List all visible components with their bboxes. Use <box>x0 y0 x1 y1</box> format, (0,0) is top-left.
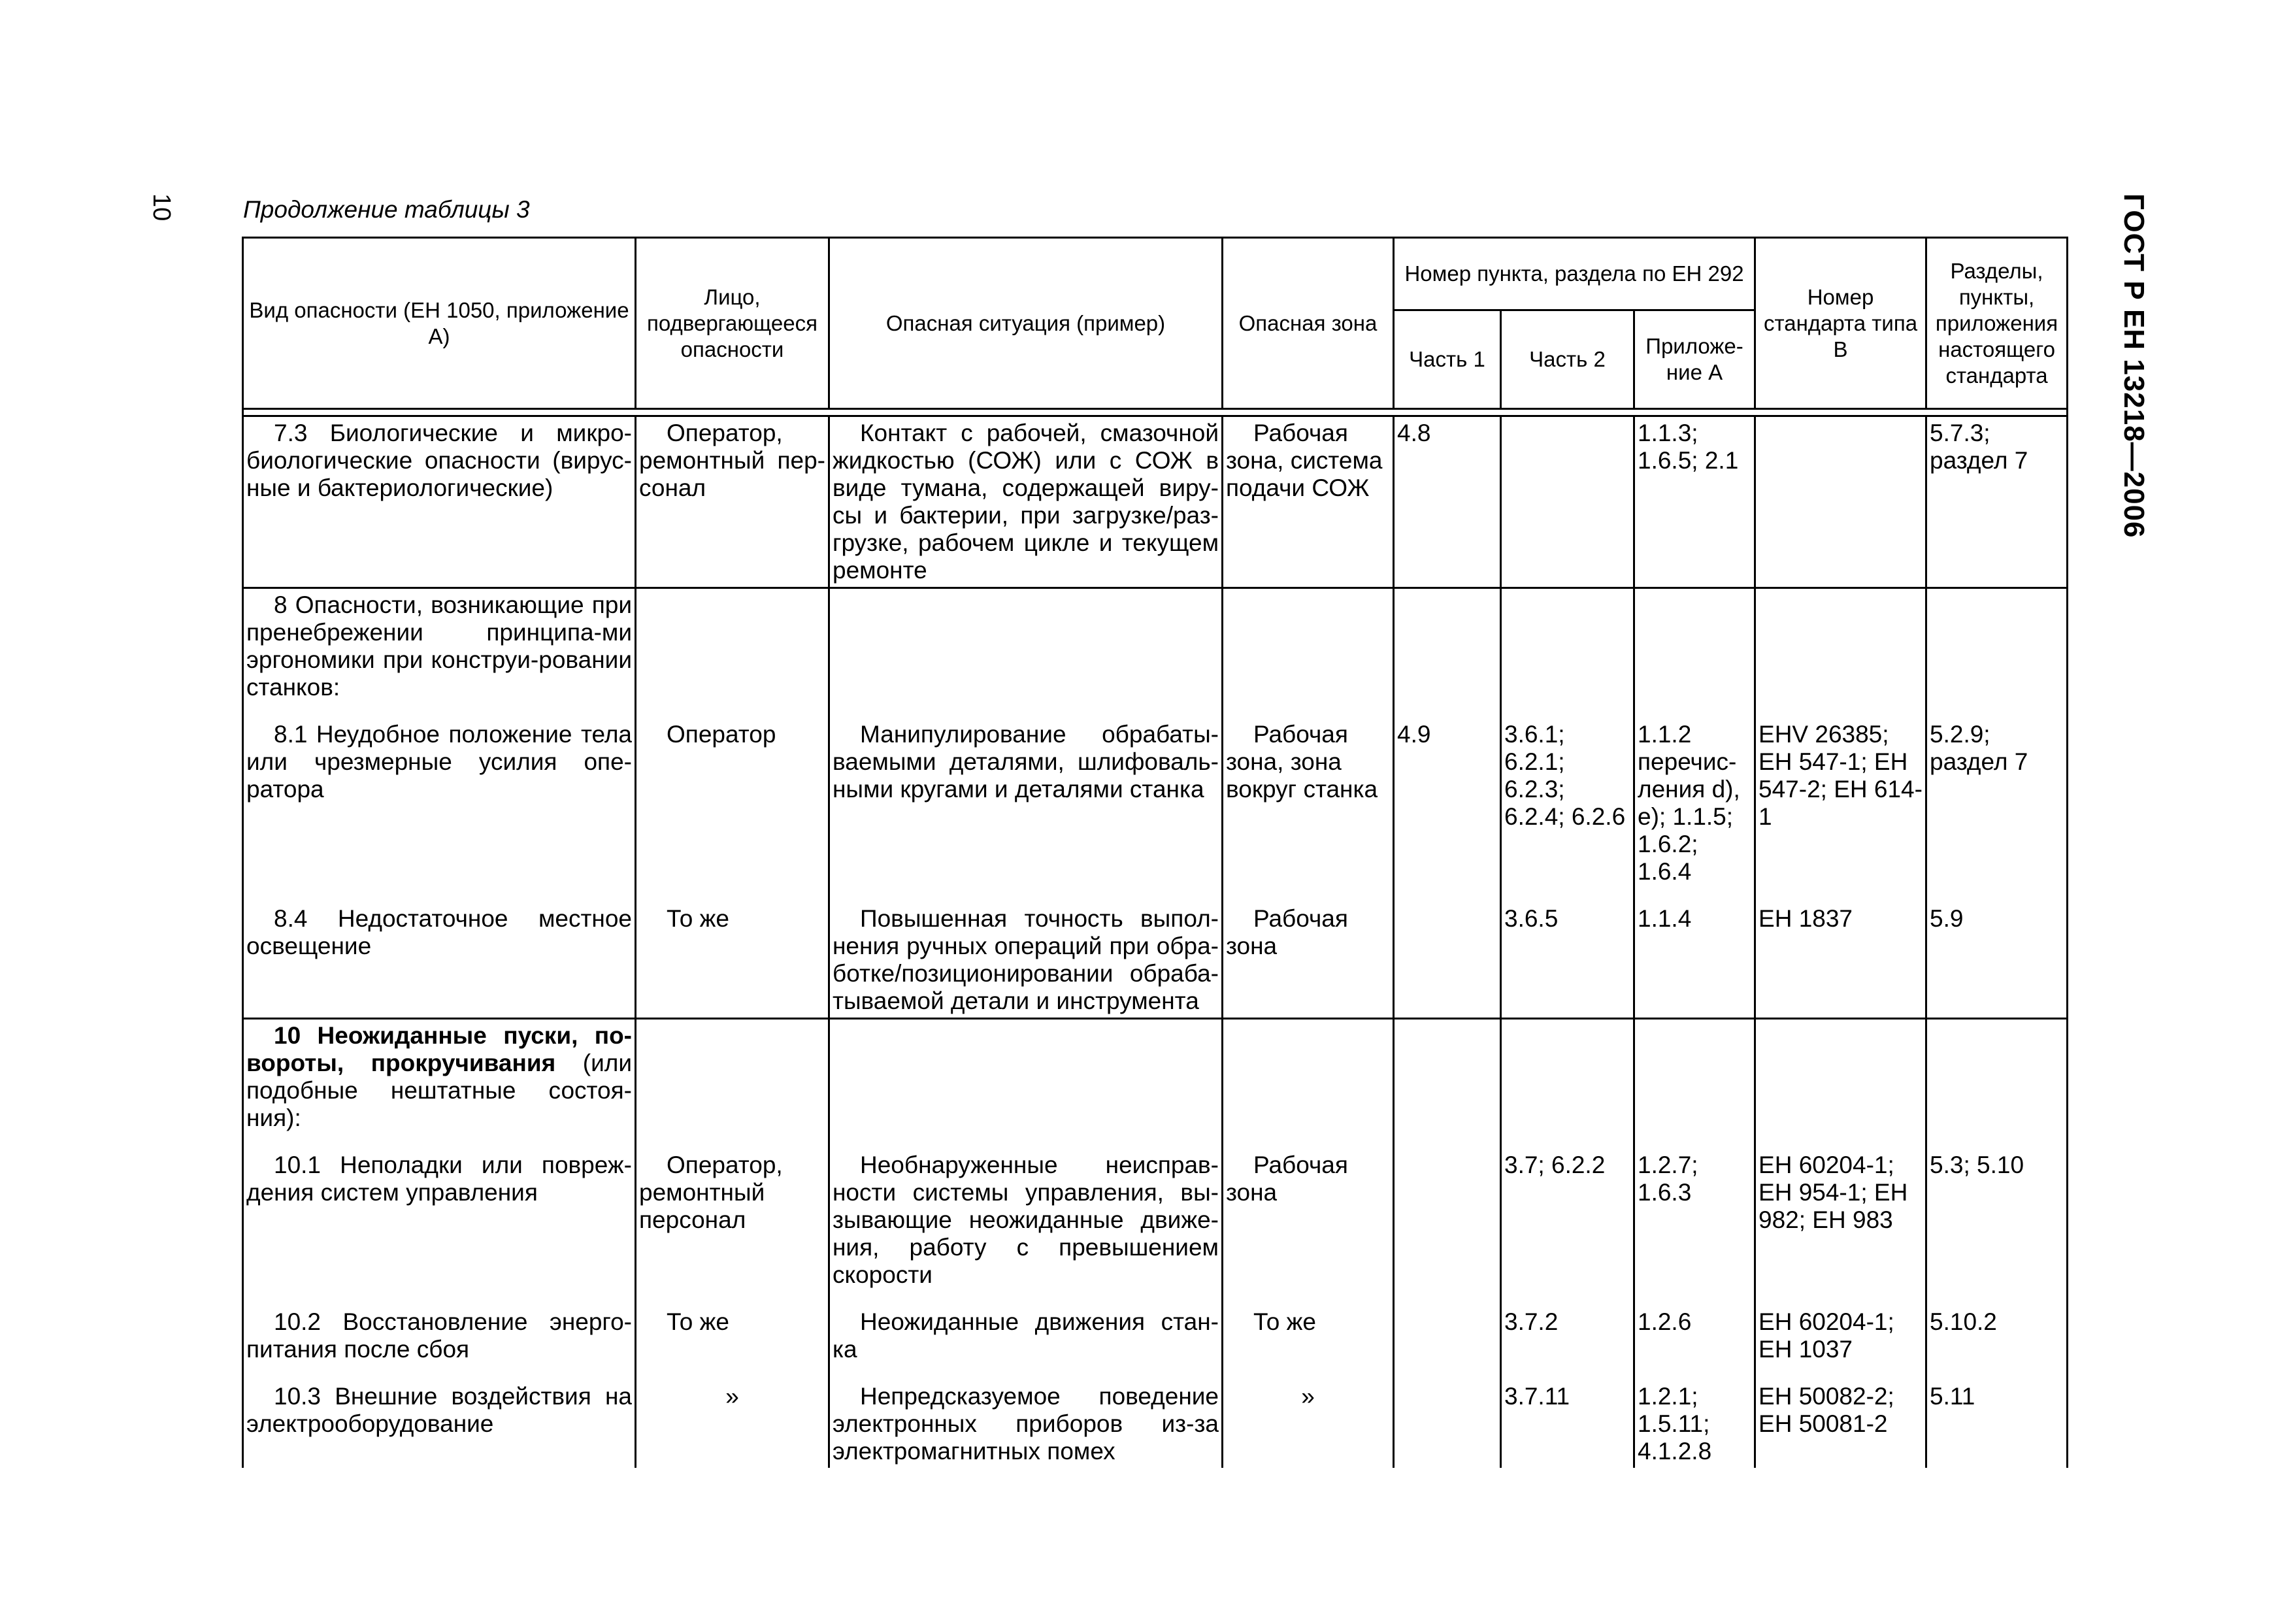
sections-cell: 5.9 <box>1926 903 2068 1019</box>
group-title-row <box>243 1019 2068 1150</box>
part1-cell: 4.9 <box>1394 718 1501 903</box>
part2-cell: 3.7.2 <box>1501 1306 1634 1380</box>
group-8-title: 8 Опасности, возникающие при пренебрежении принципа-ми эргономики при конструи-ровании станков: <box>243 588 636 719</box>
part2-cell: 3.6.1; 6.2.1; 6.2.3; 6.2.4; 6.2.6 <box>1501 718 1634 903</box>
zone-cell: То же <box>1223 1306 1394 1380</box>
part1-cell <box>1394 1306 1501 1380</box>
group-10-title <box>243 1019 636 1150</box>
part2-cell: 3.7; 6.2.2 <box>1501 1149 1634 1306</box>
hazard-cell: 10.3 Внешние воздействия на электрооборудование <box>243 1380 636 1468</box>
table-row <box>243 416 2068 588</box>
situation-cell: Контакт с рабочей, смазочной жидкостью (СОЖ) или с СОЖ в виде тумана, содержащей виру-сы и бактерии, при загрузке/раз-грузке, рабочем цикле и текущем ремонте <box>829 416 1223 588</box>
situation-cell: Повышенная точность выпол-нения ручных операций при обра-ботке/позиционировании обраба-тываемой детали и инструмента <box>829 903 1223 1019</box>
annex-cell: 1.1.4 <box>1634 903 1755 1019</box>
hazard-cell: 8.4 Недостаточное местное освещение <box>243 903 636 1019</box>
group-10-title-bold: 10 Неожиданные пуски, по-вороты, прокручивания <box>246 1022 632 1076</box>
part1-cell <box>1394 1380 1501 1468</box>
hazard-cell: 8.1 Неудобное положение тела или чрезмерные усилия опе-ратора <box>243 718 636 903</box>
type-b-cell: ЕН 60204-1; ЕН 954-1; ЕН 982; ЕН 983 <box>1755 1149 1926 1306</box>
type-b-cell: ЕН 50082-2; ЕН 50081-2 <box>1755 1380 1926 1468</box>
person-cell: Оператор, ремонтный пер-сонал <box>636 416 829 588</box>
sections-cell: 5.2.9; раздел 7 <box>1926 718 2068 903</box>
person-cell: » <box>636 1380 829 1468</box>
group-10-title-rest: (или подобные нештатные состоя-ния): <box>246 1050 632 1131</box>
part1-cell <box>1394 903 1501 1019</box>
sections-cell: 5.11 <box>1926 1380 2068 1468</box>
header-en292-group: Номер пункта, раздела по ЕН 292 <box>1394 238 1755 310</box>
header-zone: Опасная зона <box>1223 238 1394 409</box>
situation-cell: Неожиданные движения стан-ка <box>829 1306 1223 1380</box>
part2-cell <box>1501 416 1634 588</box>
part1-cell: 4.8 <box>1394 416 1501 588</box>
part2-cell: 3.6.5 <box>1501 903 1634 1019</box>
table-row <box>243 1380 2068 1468</box>
zone-cell: Рабочая зона <box>1223 903 1394 1019</box>
header-type-b: Номер стандарта типа В <box>1755 238 1926 409</box>
situation-cell: Манипулирование обрабаты-ваемыми деталями, шлифоваль-ными кругами и деталями станка <box>829 718 1223 903</box>
header-annex-a: Приложе-ние А <box>1634 310 1755 409</box>
type-b-cell <box>1755 416 1926 588</box>
annex-cell: 1.2.7; 1.6.3 <box>1634 1149 1755 1306</box>
header-person: Лицо, подвергающееся опасности <box>636 238 829 409</box>
hazard-cell: 10.2 Восстановление энерго-питания после сбоя <box>243 1306 636 1380</box>
table-caption: Продолжение таблицы 3 <box>243 196 530 223</box>
type-b-cell: EHV 26385; ЕН 547-1; ЕН 547-2; ЕН 614-1 <box>1755 718 1926 903</box>
header-hazard-type: Вид опасности (ЕН 1050, приложение А) <box>243 238 636 409</box>
type-b-cell: ЕН 1837 <box>1755 903 1926 1019</box>
header-separator <box>243 409 2068 416</box>
standard-code: ГОСТ Р ЕН 13218—2006 <box>2118 193 2150 539</box>
header-sections: Разделы, пункты, приложения настоящего стандарта <box>1926 238 2068 409</box>
zone-cell: Рабочая зона <box>1223 1149 1394 1306</box>
sections-cell: 5.3; 5.10 <box>1926 1149 2068 1306</box>
group-8 <box>243 588 2068 1019</box>
annex-cell: 1.2.1; 1.5.11; 4.1.2.8 <box>1634 1380 1755 1468</box>
hazard-cell: 10.1 Неполадки или повреж-дения систем управления <box>243 1149 636 1306</box>
header-situation: Опасная ситуация (пример) <box>829 238 1223 409</box>
sections-cell: 5.10.2 <box>1926 1306 2068 1380</box>
type-b-cell: ЕН 60204-1; ЕН 1037 <box>1755 1306 1926 1380</box>
situation-cell: Непредсказуемое поведение электронных приборов из-за электромагнитных помех <box>829 1380 1223 1468</box>
sections-cell: 5.7.3; раздел 7 <box>1926 416 2068 588</box>
situation-cell: Необнаруженные неисправ-ности системы управления, вы-зывающие неожиданные движе-ния, работу с превышением скорости <box>829 1149 1223 1306</box>
zone-cell: Рабочая зона, зона вокруг станка <box>1223 718 1394 903</box>
table-row <box>243 1149 2068 1306</box>
table-row <box>243 1306 2068 1380</box>
part1-cell <box>1394 1149 1501 1306</box>
page-number: 10 <box>148 193 175 222</box>
person-cell: То же <box>636 1306 829 1380</box>
zone-cell: » <box>1223 1380 1394 1468</box>
part2-cell: 3.7.11 <box>1501 1380 1634 1468</box>
header-part2: Часть 2 <box>1501 310 1634 409</box>
table-row <box>243 718 2068 903</box>
annex-cell: 1.1.3; 1.6.5; 2.1 <box>1634 416 1755 588</box>
group-10 <box>243 1019 2068 1468</box>
group-7 <box>243 416 2068 588</box>
annex-cell: 1.1.2 перечис-ления d), е); 1.1.5; 1.6.2; 1.6.4 <box>1634 718 1755 903</box>
person-cell: Оператор, ремонтный персонал <box>636 1149 829 1306</box>
hazards-table <box>242 237 2068 1468</box>
zone-cell: Рабочая зона, система подачи СОЖ <box>1223 416 1394 588</box>
hazard-cell: 7.3 Биологические и микро-биологические опасности (вирус-ные и бактериологические) <box>243 416 636 588</box>
table-row <box>243 903 2068 1019</box>
table-header <box>243 238 2068 416</box>
group-title-row <box>243 588 2068 719</box>
person-cell: Оператор <box>636 718 829 903</box>
annex-cell: 1.2.6 <box>1634 1306 1755 1380</box>
person-cell: То же <box>636 903 829 1019</box>
header-part1: Часть 1 <box>1394 310 1501 409</box>
